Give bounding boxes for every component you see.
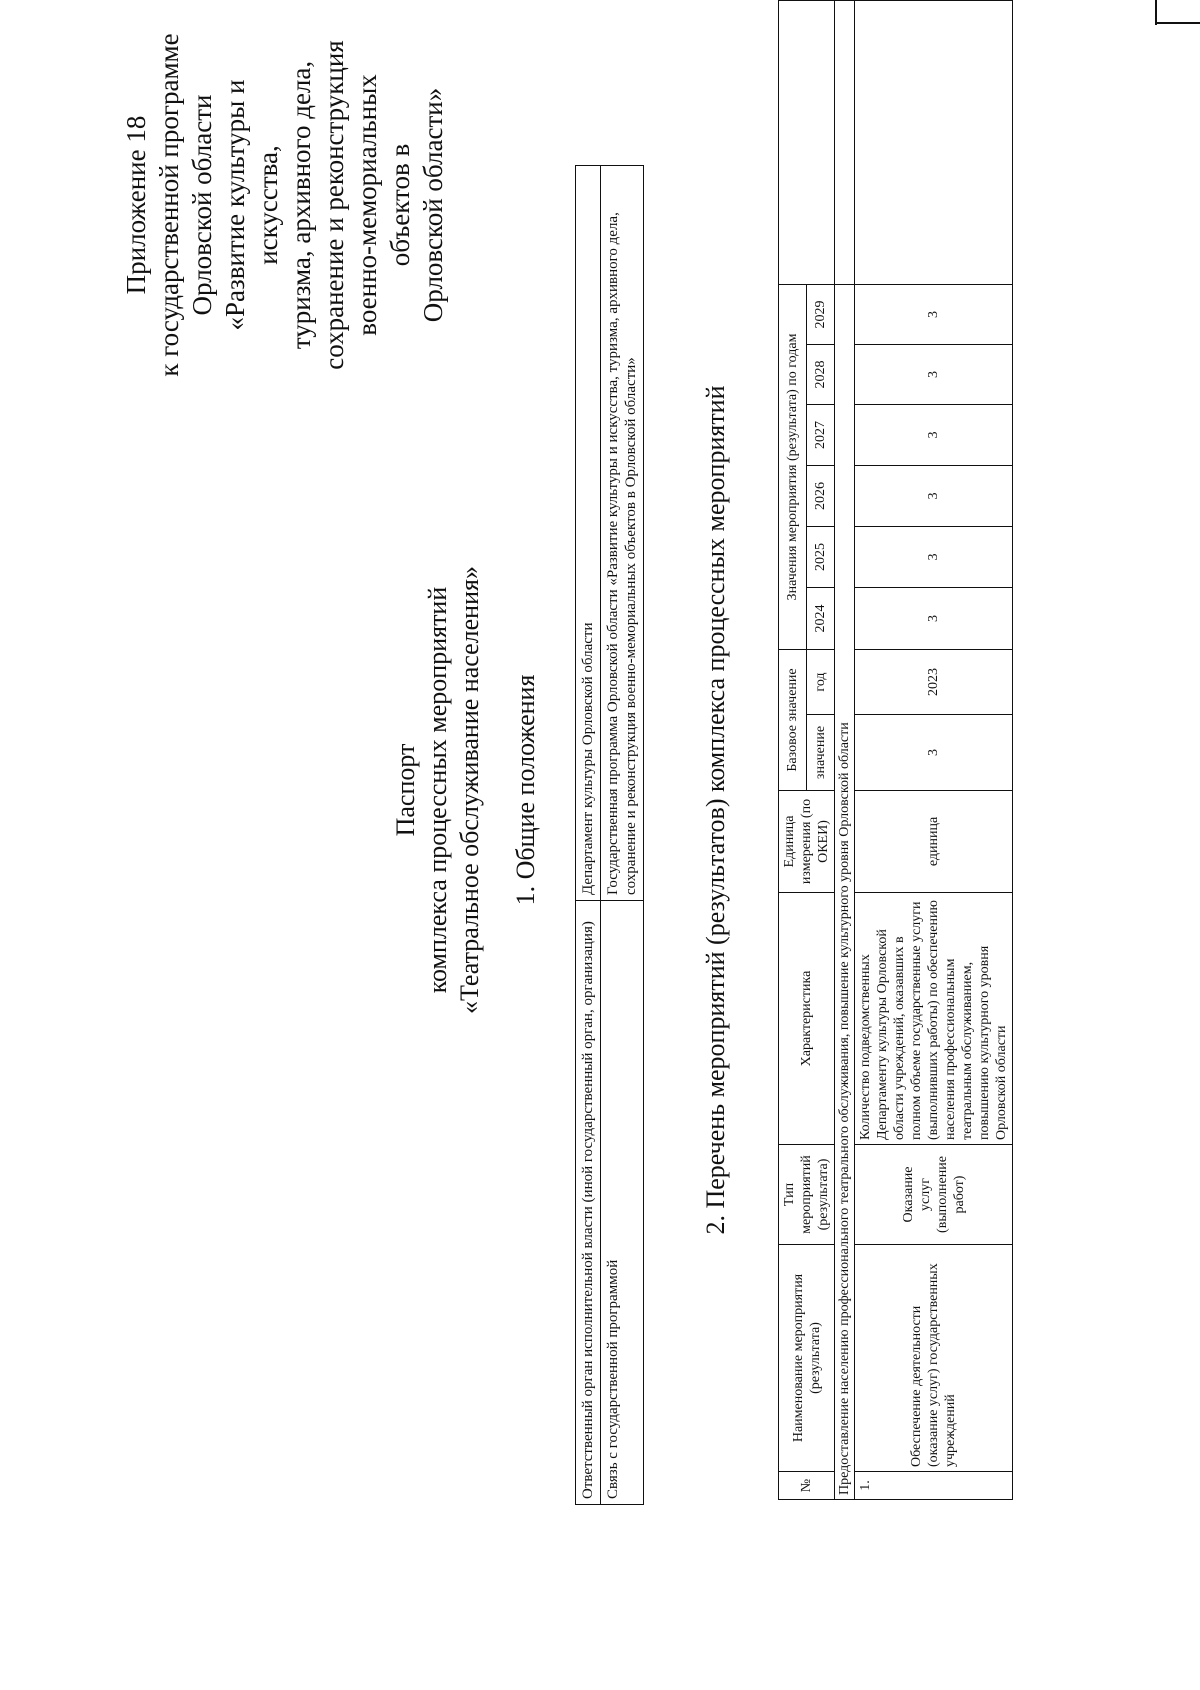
- row-type: Оказание услуг (выполнение работ): [855, 1145, 1013, 1245]
- col-characteristic-header: Характеристика: [779, 893, 835, 1145]
- year-header: 2025: [807, 527, 835, 588]
- row-name: Обеспечение деятельности (оказание услуг) государственных учреждений: [855, 1245, 1013, 1472]
- col-years-header: Значения мероприятия (результата) по годам: [779, 285, 807, 650]
- row-characteristic: Количество подведомственных Департаменту культуры Орловской области учреждений, оказавших в полном объеме государственные услуги (выполнивших работы) по обеспечению населения профессиональным театральным обслуживанием, повышению культурного уровня Орловской области: [855, 893, 1013, 1145]
- appendix-line: сохранение и реконструкция: [319, 40, 349, 370]
- col-type-header: Тип мероприятий (результата): [779, 1145, 835, 1245]
- passport-subtitle: комплекса процессных мероприятий: [423, 586, 452, 994]
- table-row: [576, 166, 601, 1505]
- row-value: Департамент культуры Орловской области: [576, 166, 601, 901]
- row-year-value: 3: [855, 466, 1013, 527]
- row-year-value: 3: [855, 588, 1013, 650]
- row-year-value: 3: [855, 405, 1013, 466]
- task-row: [835, 1, 855, 1500]
- row-unit: единица: [855, 791, 1013, 893]
- section-2-title: 2. Перечень мероприятий (результатов) комплекса процессных мероприятий: [701, 385, 730, 1235]
- col-base-header: Базовое значение: [779, 650, 807, 791]
- task-text: Предоставление населению профессионального театрального обслуживания, повышение культурного уровня Орловской области: [835, 285, 855, 1500]
- row-year-value: 3: [855, 285, 1013, 345]
- activities-table: [778, 0, 1013, 1500]
- row-label: Ответственный орган исполнительной власти (иной государственный орган, организация): [576, 901, 601, 1505]
- col-empty-header: [779, 1, 835, 285]
- col-base-year-header: год: [807, 650, 835, 715]
- col-name-header: Наименование мероприятия (результата): [779, 1245, 835, 1472]
- section-1-title: 1. Общие положения: [511, 674, 540, 906]
- passport-title: Паспорт: [391, 743, 420, 837]
- task-empty-cell: [835, 1, 855, 285]
- appendix-heading: [120, 20, 450, 390]
- row-year-value: 3: [855, 527, 1013, 588]
- year-header: 2027: [807, 405, 835, 466]
- row-value: Государственная программа Орловской области «Развитие культуры и искусства, туризма, архивного дела, сохранение и реконструкция военно-мемориальных объектов в Орловской области»: [601, 166, 644, 901]
- year-header: 2029: [807, 285, 835, 345]
- year-header: 2024: [807, 588, 835, 650]
- col-unit-header: Единица измерения (по ОКЕИ): [779, 791, 835, 893]
- appendix-line: военно-мемориальных объектов в: [352, 74, 415, 336]
- col-base-value-header: значение: [807, 715, 835, 791]
- table-row: [601, 166, 644, 1505]
- row-base-year: 2023: [855, 650, 1013, 715]
- appendix-line: Приложение 18: [121, 115, 151, 295]
- row-year-value: 3: [855, 345, 1013, 405]
- row-empty-cell: [855, 1, 1013, 285]
- year-header: 2028: [807, 345, 835, 405]
- passport-name: «Театральное обслуживание населения»: [455, 566, 484, 1014]
- appendix-line: туризма, архивного дела,: [286, 60, 316, 350]
- appendix-line: Орловской области: [187, 94, 217, 316]
- corner-mark: [1155, 22, 1200, 24]
- table-row: [855, 1, 1013, 1500]
- passport-title-block: [390, 490, 486, 1090]
- year-header: 2026: [807, 466, 835, 527]
- col-num-header: №: [779, 1472, 835, 1500]
- row-label: Связь с государственной программой: [601, 901, 644, 1505]
- row-num: 1.: [855, 1472, 1013, 1500]
- appendix-line: «Развитие культуры и искусства,: [220, 79, 283, 331]
- appendix-line: к государственной программе: [154, 33, 184, 377]
- header-row: [779, 1, 807, 1500]
- row-base-value: 3: [855, 715, 1013, 791]
- appendix-line: Орловской области»: [418, 87, 448, 323]
- general-info-table: [575, 165, 644, 1505]
